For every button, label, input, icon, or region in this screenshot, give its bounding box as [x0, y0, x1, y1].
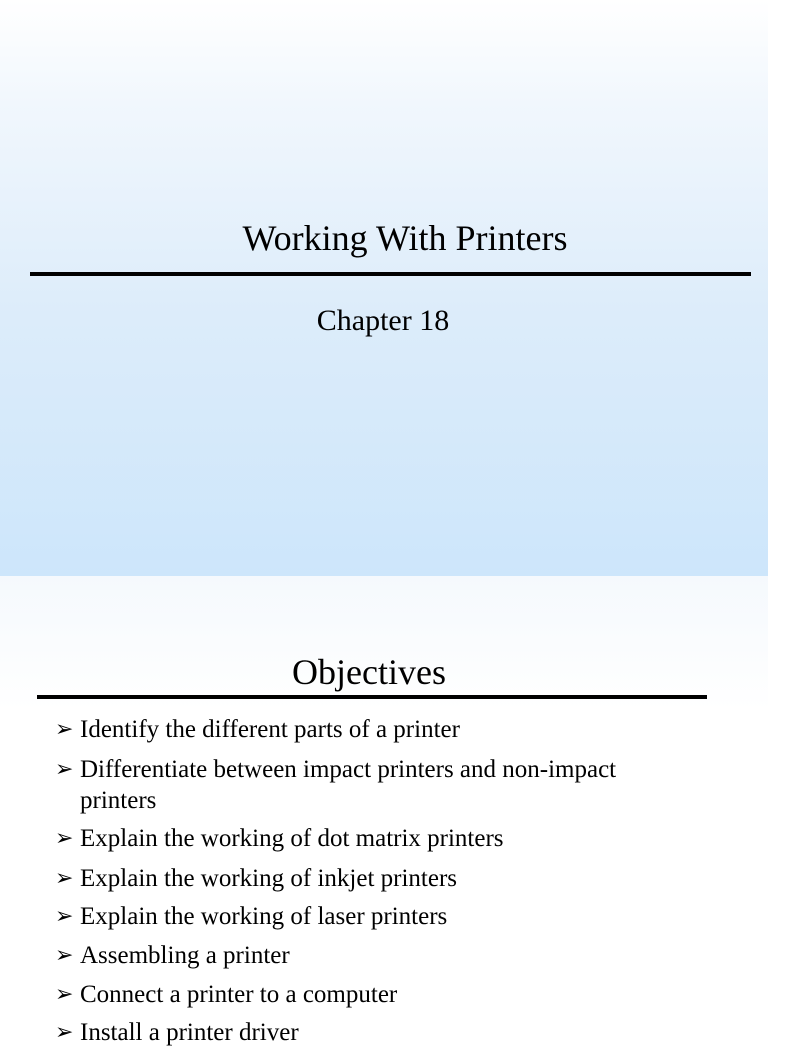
bullet-text: Explain the working of dot matrix printers	[80, 825, 504, 852]
arrow-bullet-icon: ➢	[55, 826, 74, 851]
title-underline	[37, 695, 707, 699]
arrow-bullet-icon: ➢	[55, 1020, 74, 1045]
title-underline	[30, 272, 751, 276]
arrow-bullet-icon: ➢	[55, 943, 74, 968]
bullet-text: Assembling a printer	[80, 942, 290, 969]
bullet-text: Differentiate between impact printers and non-impact printers	[80, 756, 617, 814]
slide-subtitle: Chapter 18	[316, 304, 450, 337]
list-item	[55, 754, 635, 816]
list-item	[55, 714, 655, 745]
list-item	[55, 979, 655, 1010]
list-item	[55, 940, 655, 971]
slide-title: Working With Printers	[242, 218, 568, 258]
bullet-text: Install a printer driver	[80, 1019, 299, 1046]
bullet-text: Connect a printer to a computer	[80, 981, 398, 1008]
bullet-text: Identify the different parts of a printer	[80, 716, 460, 743]
objectives-slide	[0, 576, 768, 1046]
list-item	[55, 1017, 655, 1048]
list-item	[55, 823, 655, 854]
slide-title: Objectives	[292, 652, 446, 692]
arrow-bullet-icon: ➢	[55, 982, 74, 1007]
arrow-bullet-icon: ➢	[55, 904, 74, 929]
bullet-text: Explain the working of laser printers	[80, 903, 448, 930]
list-item	[55, 863, 655, 894]
arrow-bullet-icon: ➢	[55, 717, 74, 742]
list-item	[55, 901, 655, 932]
arrow-bullet-icon: ➢	[55, 757, 74, 782]
bullet-text: Explain the working of inkjet printers	[80, 865, 458, 892]
arrow-bullet-icon: ➢	[55, 866, 74, 891]
